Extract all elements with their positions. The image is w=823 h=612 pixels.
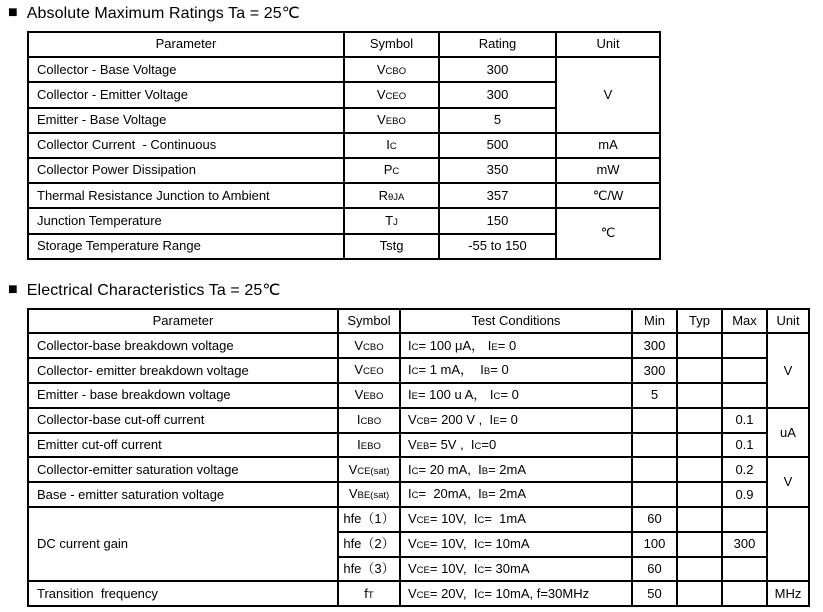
ec-header-conditions: Test Conditions — [400, 309, 632, 334]
table-row — [28, 457, 809, 482]
ec-max-3: 0.1 — [722, 408, 767, 433]
amr-symbol-4: PC — [344, 158, 439, 183]
amr-rating-1: 300 — [439, 82, 556, 107]
ec-min-1: 300 — [632, 358, 677, 383]
ec-symbol-1: VCEO — [338, 358, 400, 383]
ec-typ-5 — [677, 457, 722, 482]
ec-max-10 — [722, 581, 767, 606]
ec-param-7: DC current gain — [28, 507, 338, 581]
ec-max-9 — [722, 557, 767, 582]
ec-typ-0 — [677, 333, 722, 358]
amr-header-unit: Unit — [556, 32, 660, 57]
amr-rating-2: 5 — [439, 108, 556, 133]
abs-max-section-title — [8, 3, 823, 23]
ec-typ-8 — [677, 532, 722, 557]
ec-max-6: 0.9 — [722, 482, 767, 507]
ec-cond-8: VCE= 10V, IC= 10mA — [400, 532, 632, 557]
amr-param-7: Storage Temperature Range — [28, 234, 344, 259]
amr-symbol-6: TJ — [344, 208, 439, 233]
table-row — [28, 208, 660, 233]
ec-header-unit: Unit — [767, 309, 809, 334]
ec-unit-frequency: MHz — [767, 581, 809, 606]
ec-param-0: Collector-base breakdown voltage — [28, 333, 338, 358]
ec-unit-gain — [767, 507, 809, 581]
amr-rating-3: 500 — [439, 133, 556, 158]
table-row — [28, 358, 809, 383]
amr-symbol-7: Tstg — [344, 234, 439, 259]
ec-header-parameter: Parameter — [28, 309, 338, 334]
ec-unit-breakdown: V — [767, 333, 809, 407]
ec-cond-2: IE= 100 u A， IC= 0 — [400, 383, 632, 408]
ec-max-8: 300 — [722, 532, 767, 557]
ec-max-5: 0.2 — [722, 457, 767, 482]
ec-min-3 — [632, 408, 677, 433]
ec-header-max: Max — [722, 309, 767, 334]
elec-table — [27, 308, 810, 608]
ec-typ-7 — [677, 507, 722, 532]
ec-typ-10 — [677, 581, 722, 606]
ec-typ-6 — [677, 482, 722, 507]
ec-cond-3: VCB= 200 V , IE= 0 — [400, 408, 632, 433]
ec-max-2 — [722, 383, 767, 408]
amr-symbol-5: RθJA — [344, 183, 439, 208]
ec-typ-9 — [677, 557, 722, 582]
ec-param-5: Collector-emitter saturation voltage — [28, 457, 338, 482]
ec-unit-cutoff: uA — [767, 408, 809, 458]
ec-header-symbol: Symbol — [338, 309, 400, 334]
ec-cond-5: IC= 20 mA, IB= 2mA — [400, 457, 632, 482]
ec-typ-2 — [677, 383, 722, 408]
ec-typ-3 — [677, 408, 722, 433]
amr-param-0: Collector - Base Voltage — [28, 57, 344, 82]
amr-param-5: Thermal Resistance Junction to Ambient — [28, 183, 344, 208]
amr-symbol-0: VCBO — [344, 57, 439, 82]
table-row — [28, 133, 660, 158]
ec-min-6 — [632, 482, 677, 507]
table-row — [28, 158, 660, 183]
ec-min-10: 50 — [632, 581, 677, 606]
amr-header-parameter: Parameter — [28, 32, 344, 57]
ec-param-1: Collector- emitter breakdown voltage — [28, 358, 338, 383]
amr-param-2: Emitter - Base Voltage — [28, 108, 344, 133]
ec-min-7: 60 — [632, 507, 677, 532]
ec-symbol-5: VCE(sat) — [338, 457, 400, 482]
ec-cond-6: IC= 20mA, IB= 2mA — [400, 482, 632, 507]
section-bullet-icon: ■ — [8, 280, 18, 298]
ec-param-4: Emitter cut-off current — [28, 433, 338, 458]
amr-unit-voltage: V — [556, 57, 660, 133]
ec-param-2: Emitter - base breakdown voltage — [28, 383, 338, 408]
ec-symbol-7: hfe（1） — [338, 507, 400, 532]
abs-max-table — [27, 31, 661, 260]
ec-min-8: 100 — [632, 532, 677, 557]
table-row — [28, 433, 809, 458]
amr-header-symbol: Symbol — [344, 32, 439, 57]
table-row — [28, 57, 660, 82]
table-row — [28, 183, 660, 208]
table-row — [28, 482, 809, 507]
amr-unit-temp: ℃ — [556, 208, 660, 258]
ec-min-0: 300 — [632, 333, 677, 358]
amr-unit-current: mA — [556, 133, 660, 158]
ec-max-4: 0.1 — [722, 433, 767, 458]
amr-unit-power: mW — [556, 158, 660, 183]
ec-symbol-4: IEBO — [338, 433, 400, 458]
amr-rating-6: 150 — [439, 208, 556, 233]
amr-param-4: Collector Power Dissipation — [28, 158, 344, 183]
ec-header-min: Min — [632, 309, 677, 334]
ec-cond-0: IC= 100 μA， IE= 0 — [400, 333, 632, 358]
ec-cond-10: VCE= 20V, IC= 10mA, f=30MHz — [400, 581, 632, 606]
ec-symbol-3: ICBO — [338, 408, 400, 433]
amr-symbol-3: IC — [344, 133, 439, 158]
amr-header-rating: Rating — [439, 32, 556, 57]
amr-symbol-2: VEBO — [344, 108, 439, 133]
amr-rating-4: 350 — [439, 158, 556, 183]
amr-param-6: Junction Temperature — [28, 208, 344, 233]
ec-min-2: 5 — [632, 383, 677, 408]
ec-param-3: Collector-base cut-off current — [28, 408, 338, 433]
amr-rating-0: 300 — [439, 57, 556, 82]
table-row — [28, 507, 809, 532]
table-row — [28, 333, 809, 358]
amr-rating-5: 357 — [439, 183, 556, 208]
ec-param-6: Base - emitter saturation voltage — [28, 482, 338, 507]
ec-cond-4: VEB= 5V , IC=0 — [400, 433, 632, 458]
amr-param-3: Collector Current - Continuous — [28, 133, 344, 158]
section-bullet-icon: ■ — [8, 4, 18, 21]
amr-symbol-1: VCEO — [344, 82, 439, 107]
ec-header-row — [28, 309, 809, 334]
ec-cond-1: IC= 1 mA， IB= 0 — [400, 358, 632, 383]
amr-param-1: Collector - Emitter Voltage — [28, 82, 344, 107]
ec-cond-7: VCE= 10V, IC= 1mA — [400, 507, 632, 532]
ec-symbol-6: VBE(sat) — [338, 482, 400, 507]
amr-header-row — [28, 32, 660, 57]
elec-section-title — [8, 280, 823, 300]
ec-symbol-2: VEBO — [338, 383, 400, 408]
elec-title-text: Electrical Characteristics Ta = 25℃ — [26, 281, 281, 299]
ec-header-typ: Typ — [677, 309, 722, 334]
ec-symbol-9: hfe（3） — [338, 557, 400, 582]
table-row — [28, 383, 809, 408]
ec-min-4 — [632, 433, 677, 458]
ec-min-5 — [632, 457, 677, 482]
ec-typ-1 — [677, 358, 722, 383]
ec-max-7 — [722, 507, 767, 532]
table-row — [28, 408, 809, 433]
abs-max-title-text: Absolute Maximum Ratings Ta = 25℃ — [26, 5, 300, 22]
ec-param-10: Transition frequency — [28, 581, 338, 606]
ec-min-9: 60 — [632, 557, 677, 582]
ec-symbol-8: hfe（2） — [338, 532, 400, 557]
amr-rating-7: -55 to 150 — [439, 234, 556, 259]
ec-max-1 — [722, 358, 767, 383]
amr-unit-thermal: ℃/W — [556, 183, 660, 208]
ec-typ-4 — [677, 433, 722, 458]
table-row — [28, 581, 809, 606]
ec-cond-9: VCE= 10V, IC= 30mA — [400, 557, 632, 582]
ec-unit-saturation: V — [767, 457, 809, 507]
ec-max-0 — [722, 333, 767, 358]
ec-symbol-0: VCBO — [338, 333, 400, 358]
ec-symbol-10: fT — [338, 581, 400, 606]
